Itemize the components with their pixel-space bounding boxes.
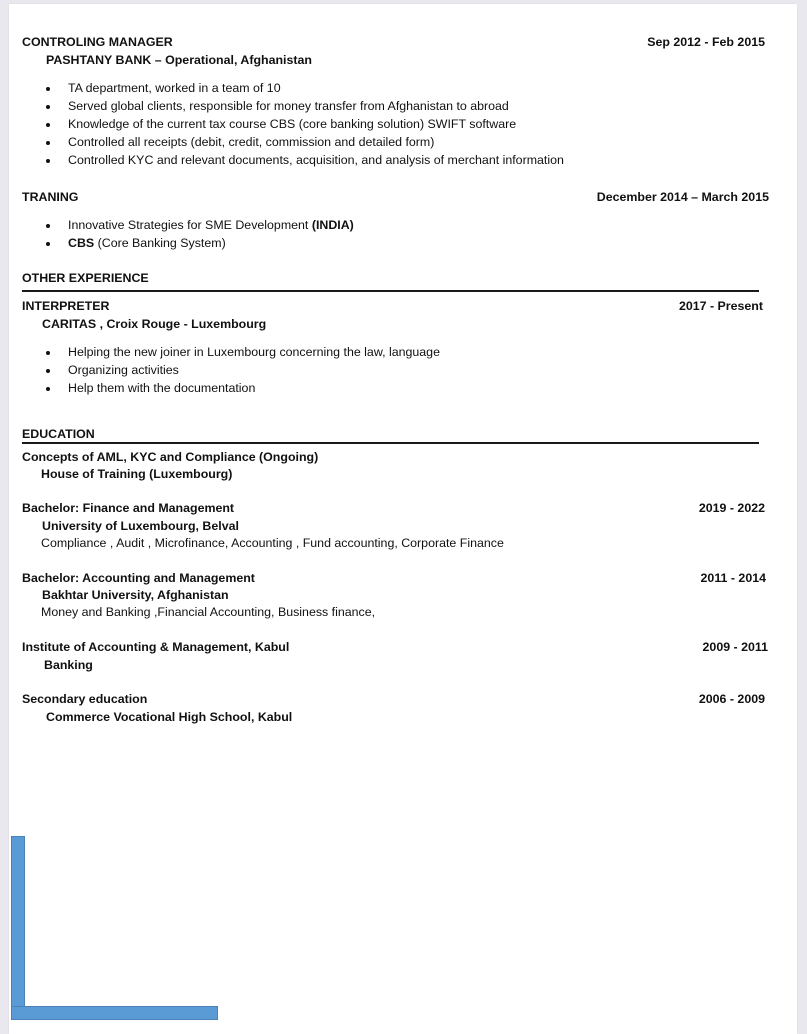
- list-item: [68, 236, 226, 251]
- education-dates: 2009 - 2011: [702, 640, 768, 654]
- employer: CARITAS , Croix Rouge - Luxembourg: [42, 317, 267, 331]
- training-item-location: (INDIA): [311, 218, 354, 232]
- education-degree: Secondary education: [22, 692, 148, 706]
- education-dates: 2011 - 2014: [700, 571, 766, 585]
- section-heading-other-experience: OTHER EXPERIENCE: [22, 271, 149, 285]
- education-degree: Institute of Accounting & Management, Kabul: [22, 640, 290, 654]
- list-item: Helping the new joiner in Luxembourg concerning the law, language: [68, 345, 440, 359]
- education-school: Commerce Vocational High School, Kabul: [46, 710, 293, 724]
- list-item: TA department, worked in a team of 10: [68, 81, 281, 95]
- section-divider: [22, 442, 759, 444]
- education-degree: Concepts of AML, KYC and Compliance (Ongoing): [22, 450, 319, 464]
- section-heading-training: TRANING: [22, 190, 79, 204]
- employer: PASHTANY BANK – Operational, Afghanistan: [46, 53, 312, 67]
- job-title: INTERPRETER: [22, 299, 110, 313]
- job-title: CONTROLING MANAGER: [22, 35, 173, 49]
- job-dates: Sep 2012 - Feb 2015: [647, 35, 765, 49]
- section-divider: [22, 290, 759, 292]
- education-degree: Bachelor: Accounting and Management: [22, 571, 255, 585]
- education-school: University of Luxembourg, Belval: [42, 519, 239, 533]
- list-item: Controlled KYC and relevant documents, acquisition, and analysis of merchant information: [68, 153, 564, 167]
- list-item: Organizing activities: [68, 363, 179, 377]
- training-item-text: (Core Banking System): [94, 236, 226, 250]
- education-dates: 2019 - 2022: [698, 501, 765, 515]
- education-subjects: Money and Banking ,Financial Accounting, Business finance,: [41, 605, 376, 619]
- section-heading-education: EDUCATION: [22, 427, 95, 441]
- education-degree: Bachelor: Finance and Management: [22, 501, 235, 515]
- list-item: Help them with the documentation: [68, 381, 256, 395]
- list-item: [68, 218, 354, 233]
- list-item: Knowledge of the current tax course CBS (core banking solution) SWIFT software: [68, 117, 517, 131]
- education-school: Bakhtar University, Afghanistan: [42, 588, 229, 602]
- education-subjects: Compliance , Audit , Microfinance, Accounting , Fund accounting, Corporate Finance: [41, 536, 504, 550]
- list-item: Served global clients, responsible for money transfer from Afghanistan to abroad: [68, 99, 509, 113]
- decorative-corner-shape-horizontal: [11, 1006, 218, 1020]
- training-item-acronym: CBS: [68, 236, 95, 250]
- education-school: Banking: [44, 658, 93, 672]
- training-item-text: Innovative Strategies for SME Development: [68, 218, 312, 232]
- list-item: Controlled all receipts (debit, credit, commission and detailed form): [68, 135, 435, 149]
- education-dates: 2006 - 2009: [698, 692, 765, 706]
- training-dates: December 2014 – March 2015: [596, 190, 769, 204]
- document-page: [9, 4, 797, 1034]
- job-dates: 2017 - Present: [678, 299, 763, 313]
- education-school: House of Training (Luxembourg): [41, 467, 233, 481]
- decorative-corner-shape-vertical: [11, 836, 25, 1020]
